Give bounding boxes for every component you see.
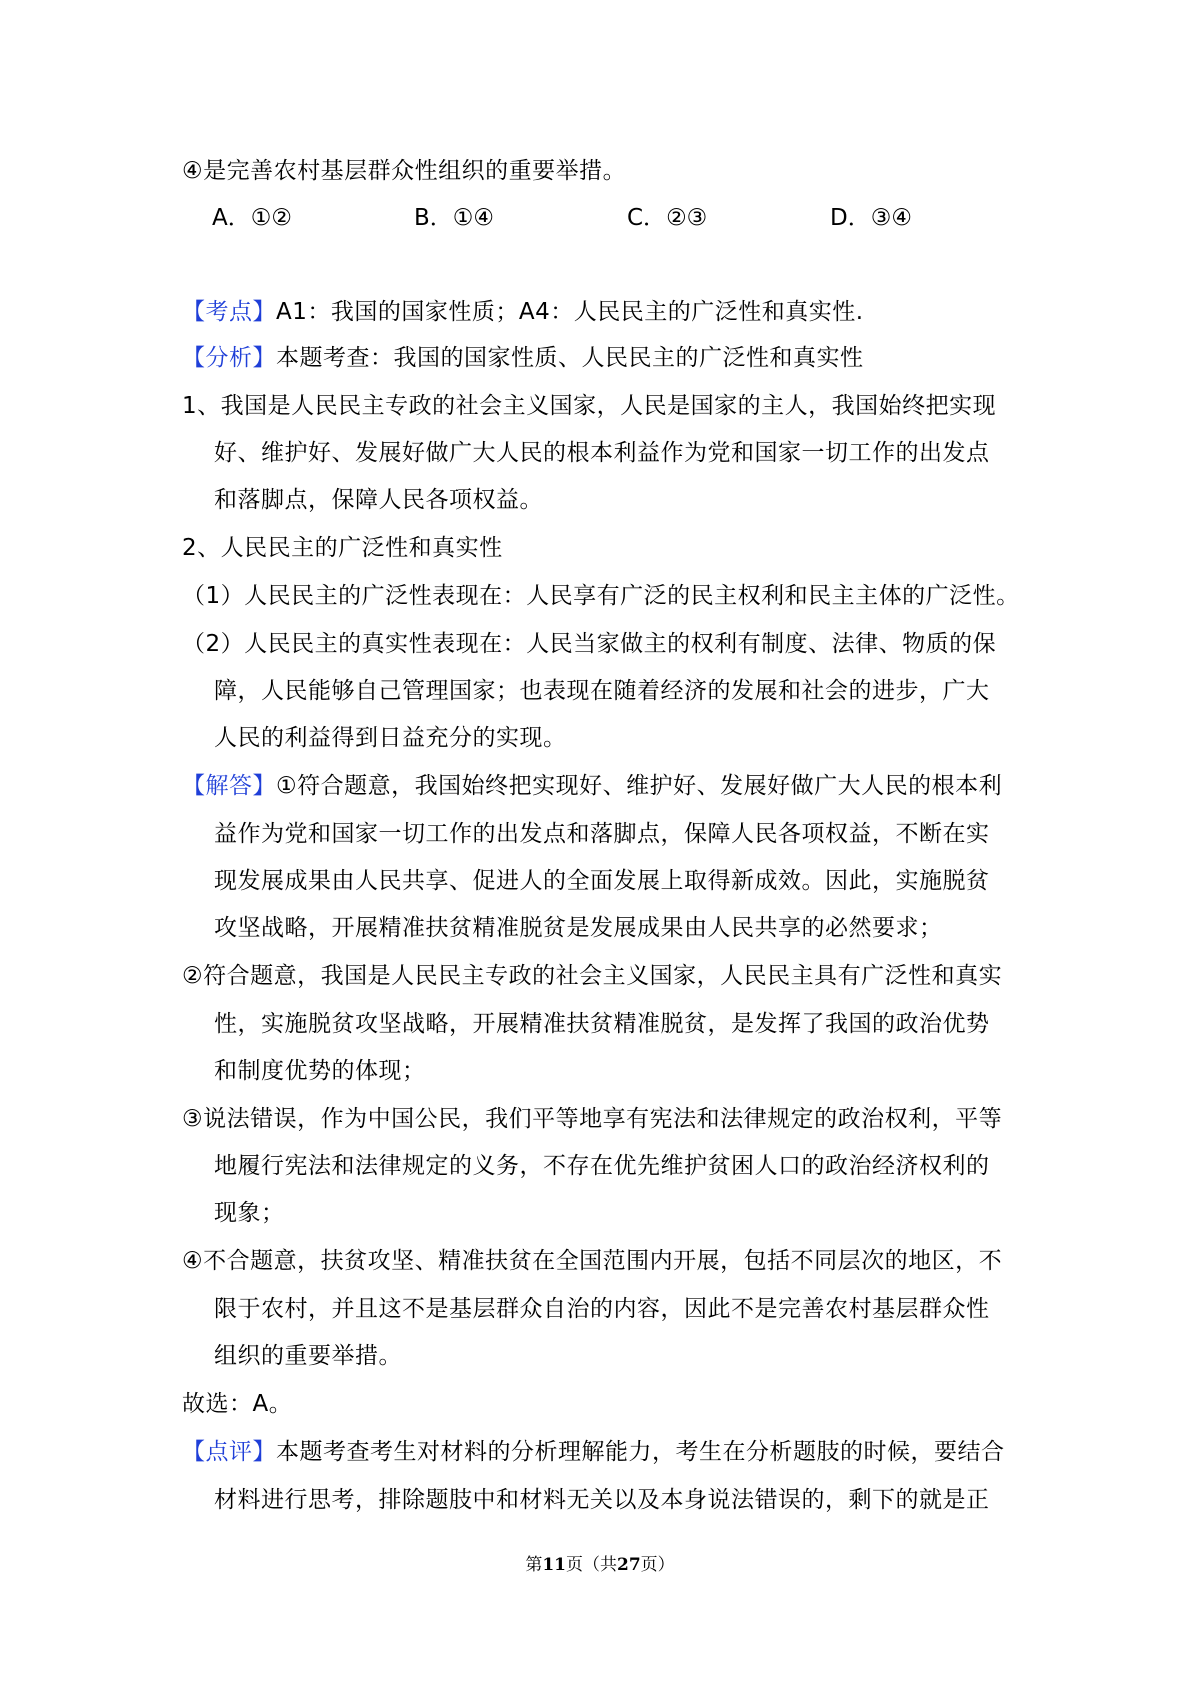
fenxi-point-2-1: （1）人民民主的广泛性表现在：人民享有广泛的民主权利和民主主体的广泛性。 [182, 583, 1020, 609]
option-d-value: ③④ [870, 205, 912, 231]
option-c-letter: C． [627, 205, 667, 231]
footer-prefix: 第 [525, 1555, 543, 1575]
option-a-value: ①② [250, 205, 292, 231]
jieda-p1-line-2: 益作为党和国家一切工作的出发点和落脚点，保障人民各项权益，不断在实 [214, 821, 990, 847]
footer-total-pages: 27 [617, 1555, 641, 1575]
jieda-p2-line-2: 性，实施脱贫攻坚战略，开展精准扶贫精准脱贫，是发挥了我国的政治优势 [214, 1011, 990, 1037]
dianping-tag: 【点评】 [182, 1439, 276, 1465]
option-d-letter: D． [830, 205, 871, 231]
answer-choice: 故选：A。 [182, 1391, 293, 1417]
jieda-first: ①符合题意，我国始终把实现好、维护好、发展好做广大人民的根本利 [276, 773, 1003, 799]
page-footer [0, 1553, 1200, 1577]
fenxi-point-2-2-line-1: （2）人民民主的真实性表现在：人民当家做主的权利有制度、法律、物质的保 [182, 631, 997, 657]
jieda-p2-line-3: 和制度优势的体现； [214, 1058, 426, 1084]
option-b-letter: B． [414, 205, 453, 231]
footer-mid: 页（共 [566, 1555, 617, 1575]
jieda-line [182, 770, 1002, 802]
kaodian-line [182, 296, 864, 328]
fenxi-point-2: 2、人民民主的广泛性和真实性 [182, 535, 503, 561]
option-b-value: ①④ [452, 205, 495, 231]
option-d [830, 202, 912, 234]
dianping-line-2: 材料进行思考，排除题肢中和材料无关以及本身说法错误的，剩下的就是正 [214, 1487, 990, 1513]
fenxi-point-1-line-3: 和落脚点，保障人民各项权益。 [214, 487, 543, 513]
jieda-p3-line-1: ③说法错误，作为中国公民，我们平等地享有宪法和法律规定的政治权利，平等 [182, 1106, 1003, 1132]
jieda-p3-line-3: 现象； [214, 1200, 285, 1226]
option-a-letter: A． [212, 205, 251, 231]
jieda-p4-line-2: 限于农村，并且这不是基层群众自治的内容，因此不是完善农村基层群众性 [214, 1296, 990, 1322]
dianping-line [182, 1436, 1005, 1468]
fenxi-point-2-2-line-2: 障，人民能够自己管理国家；也表现在随着经济的发展和社会的进步，广大 [214, 678, 990, 704]
jieda-p3-line-2: 地履行宪法和法律规定的义务，不存在优先维护贫困人口的政治经济权利的 [214, 1153, 990, 1179]
fenxi-text: 本题考查：我国的国家性质、人民民主的广泛性和真实性 [276, 345, 864, 371]
jieda-p2-line-1: ②符合题意，我国是人民民主专政的社会主义国家，人民民主具有广泛性和真实 [182, 963, 1003, 989]
option-c [627, 202, 707, 234]
fenxi-point-1-line-1: 1、我国是人民民主专政的社会主义国家，人民是国家的主人，我国始终把实现 [182, 393, 997, 419]
option-c-value: ②③ [666, 205, 708, 231]
jieda-p4-line-3: 组织的重要举措。 [214, 1343, 402, 1369]
jieda-p1-line-3: 现发展成果由人民共享、促进人的全面发展上取得新成效。因此，实施脱贫 [214, 868, 990, 894]
kaodian-text: A1：我国的国家性质；A4：人民民主的广泛性和真实性. [276, 299, 864, 325]
fenxi-tag: 【分析】 [182, 345, 276, 371]
option-a [212, 202, 292, 234]
fenxi-point-1-line-2: 好、维护好、发展好做广大人民的根本利益作为党和国家一切工作的出发点 [214, 440, 990, 466]
fenxi-line [182, 342, 864, 374]
jieda-p1-line-4: 攻坚战略，开展精准扶贫精准脱贫是发展成果由人民共享的必然要求； [214, 915, 943, 941]
fenxi-point-2-2-line-3: 人民的利益得到日益充分的实现。 [214, 725, 567, 751]
jieda-tag: 【解答】 [182, 773, 276, 799]
option-b [414, 202, 494, 234]
dianping-first: 本题考查考生对材料的分析理解能力，考生在分析题肢的时候，要结合 [276, 1439, 1005, 1465]
kaodian-tag: 【考点】 [182, 299, 276, 325]
jieda-p4-line-1: ④不合题意，扶贫攻坚、精准扶贫在全国范围内开展，包括不同层次的地区，不 [182, 1248, 1003, 1274]
footer-page-number: 11 [542, 1555, 566, 1575]
footer-suffix: 页） [640, 1555, 675, 1575]
question-option-4-text: ④是完善农村基层群众性组织的重要举措。 [182, 158, 627, 184]
